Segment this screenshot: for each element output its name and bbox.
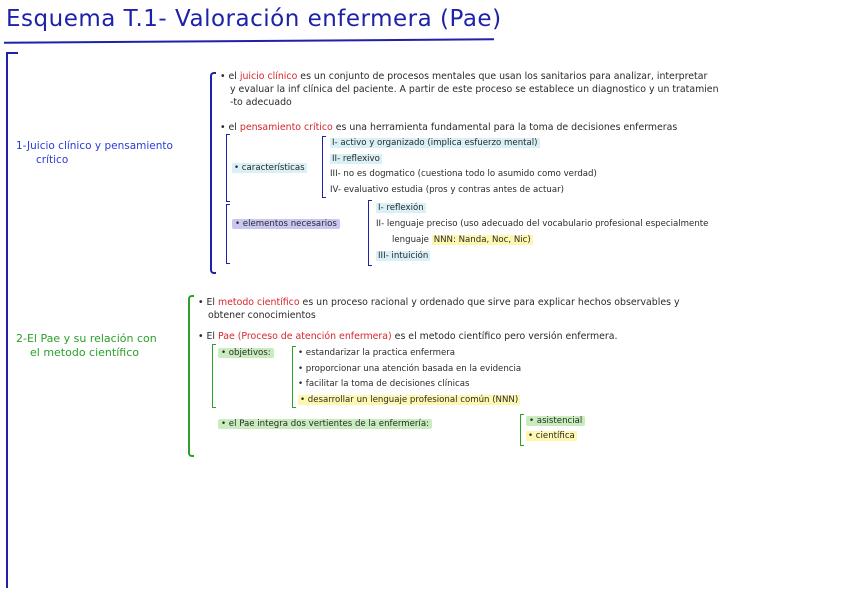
elementos-brace [368, 200, 372, 266]
caracteristicas-label: • características [234, 163, 305, 173]
term-pae: Pae (Proceso de atención enfermera) [218, 331, 392, 342]
list-item: II- reflexivo [332, 153, 380, 164]
elementos-bracket [226, 204, 230, 264]
list-item: • estandarizar la practica enfermera [298, 348, 456, 358]
list-item: I- reflexión [378, 203, 424, 213]
section1-paragraph1: • el juicio clínico es un conjunto de procesos mentales que usan los sanitarios para analizar, interpretar y evaluar la inf clínica del paciente. A partir de este proceso se establece un diagnostico y un tratamien -to adecuado [220, 71, 719, 108]
list-item: • desarrollar un lenguaje profesional común (NNN) [300, 394, 519, 405]
page-title: Esquema T.1- Valoración enfermera (Pae) [6, 6, 502, 32]
caracteristicas-list [330, 136, 597, 198]
caracteristicas-brace [322, 136, 326, 198]
term-metodo-cientifico: metodo científico [218, 297, 300, 308]
outer-bracket [6, 52, 18, 588]
list-item: • facilitar la toma de decisiones clínicas [298, 379, 470, 389]
term-pensamiento-critico: pensamiento crítico [239, 122, 333, 133]
list-item: • proporcionar una atención basada en la evidencia [298, 363, 522, 374]
vertientes-brace [520, 414, 524, 446]
elementos-label: • elementos necesarios [232, 218, 340, 230]
caracteristicas-bracket [226, 134, 230, 202]
section2-paragraph1: • El metodo científico es un proceso racional y ordenado que sirve para explicar hechos observables y obtener conocimientos [198, 297, 680, 321]
list-item: III- no es dogmatico (cuestiona todo lo asumido como verdad) [330, 169, 597, 179]
term-juicio-clinico: juicio clínico [239, 71, 298, 82]
title-underline [4, 38, 494, 43]
list-item: I- activo y organizado (implica esfuerzo mental) [332, 138, 538, 148]
section1-heading: 1-Juicio clínico y pensamiento crítico [16, 140, 173, 166]
section2-heading: 2-El Pae y su relación con el metodo científico [16, 332, 157, 359]
section2-paragraph2: • El Pae (Proceso de atención enfermera) es el metodo científico pero versión enfermera. [198, 331, 618, 342]
integra-label: • el Pae integra dos vertientes de la enfermería: [218, 418, 432, 430]
vertientes-list [526, 414, 585, 444]
list-item: IV- evaluativo estudia (pros y contras antes de actuar) [330, 184, 564, 195]
objetivos-brace [292, 346, 296, 408]
objetivos-list [298, 346, 521, 408]
section1-brace [210, 72, 216, 274]
elementos-list: I- reflexión II- lenguaje preciso (uso adecuado del vocabulario profesional especialmente lenguaje NNN: Nanda, Noc, Nic) III- intuición [376, 203, 709, 261]
objetivos-label: • objetivos: [218, 347, 274, 359]
objetivos-bracket [212, 344, 216, 408]
section1-paragraph2: • el pensamiento crítico es una herramienta fundamental para la toma de decisiones enfermeras [220, 122, 678, 133]
list-item: III- intuición [378, 251, 429, 261]
list-item: • asistencial [526, 416, 585, 426]
section2-brace [188, 295, 194, 457]
list-item: II- lenguaje preciso (uso adecuado del vocabulario profesional especialmente [376, 219, 709, 229]
list-item: • científica [528, 431, 575, 441]
